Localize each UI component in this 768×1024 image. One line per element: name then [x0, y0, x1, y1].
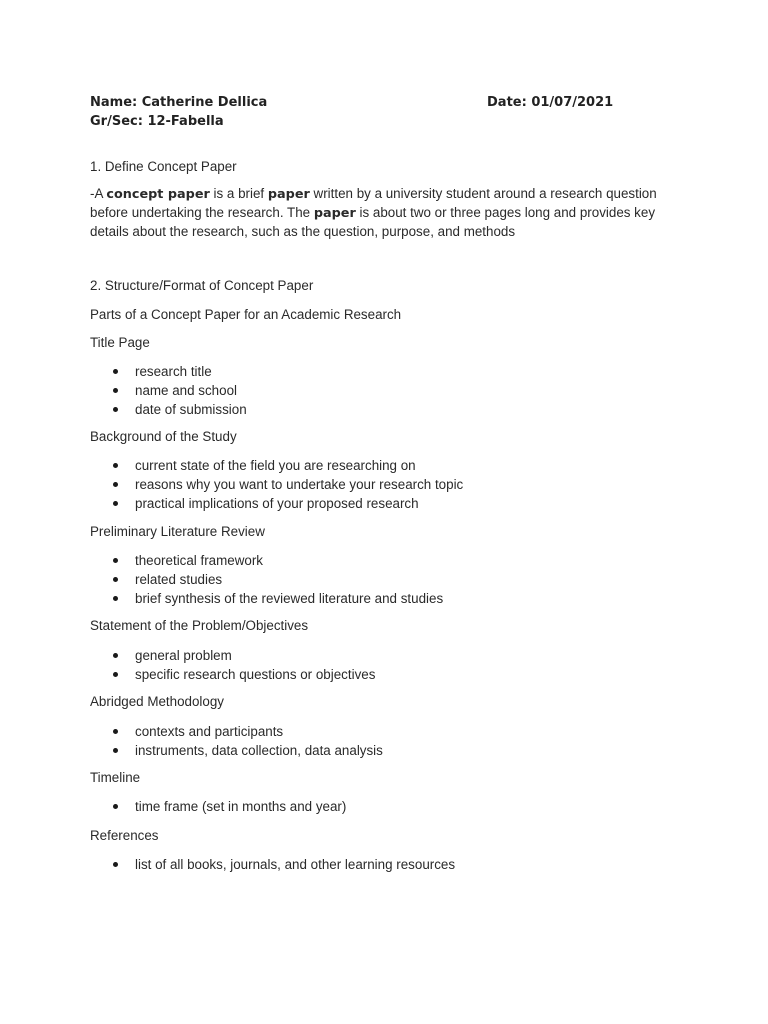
- definition-text: is a brief: [209, 186, 268, 201]
- bullet-list: [90, 456, 463, 513]
- list-item: practical implications of your proposed research: [90, 494, 463, 513]
- list-item: date of submission: [90, 400, 247, 419]
- parts-subheading: Parts of a Concept Paper for an Academic Research: [90, 307, 402, 322]
- section-title: References: [90, 828, 159, 843]
- bullet-list: [90, 797, 346, 816]
- list-item: current state of the field you are researching on: [90, 456, 463, 475]
- bullet-list: [90, 646, 375, 684]
- section-title: Statement of the Problem/Objectives: [90, 618, 309, 633]
- concept-paper-definition: [90, 185, 690, 240]
- definition-bold-term: paper: [313, 205, 356, 221]
- question-2-heading: 2. Structure/Format of Concept Paper: [90, 278, 314, 293]
- list-item: contexts and participants: [90, 722, 383, 741]
- list-item: general problem: [90, 646, 375, 665]
- student-name: Name: Catherine Dellica: [90, 95, 268, 110]
- list-item: name and school: [90, 381, 247, 400]
- section-title: Title Page: [90, 335, 150, 350]
- bullet-list: [90, 362, 247, 419]
- definition-bold-term: concept paper: [106, 187, 210, 202]
- section-title: Abridged Methodology: [90, 694, 224, 709]
- list-item: instruments, data collection, data analysis: [90, 741, 383, 760]
- section-title: Timeline: [90, 770, 141, 785]
- bullet-list: [90, 855, 455, 874]
- bullet-list: [90, 722, 383, 760]
- list-item: list of all books, journals, and other learning resources: [90, 855, 455, 874]
- section-title: Preliminary Literature Review: [90, 524, 265, 539]
- list-item: time frame (set in months and year): [90, 797, 346, 816]
- list-item: specific research questions or objectives: [90, 665, 375, 684]
- definition-text: written by a university student around a research question before undertaking the research. The: [90, 186, 657, 220]
- definition-text: -A: [90, 186, 107, 201]
- list-item: theoretical framework: [90, 551, 443, 570]
- question-1-heading: 1. Define Concept Paper: [90, 159, 237, 174]
- bullet-list: [90, 551, 443, 608]
- definition-text: is about two or three pages long and provides key details about the research, such as the question, purpose, and methods: [90, 204, 656, 239]
- submission-date: Date: 01/07/2021: [487, 95, 614, 110]
- section-title: Background of the Study: [90, 429, 237, 444]
- list-item: reasons why you want to undertake your research topic: [90, 475, 463, 494]
- definition-bold-term: paper: [267, 187, 310, 202]
- list-item: research title: [90, 362, 247, 381]
- grade-section: Gr/Sec: 12-Fabella: [90, 114, 224, 129]
- list-item: related studies: [90, 570, 443, 589]
- list-item: brief synthesis of the reviewed literature and studies: [90, 589, 443, 608]
